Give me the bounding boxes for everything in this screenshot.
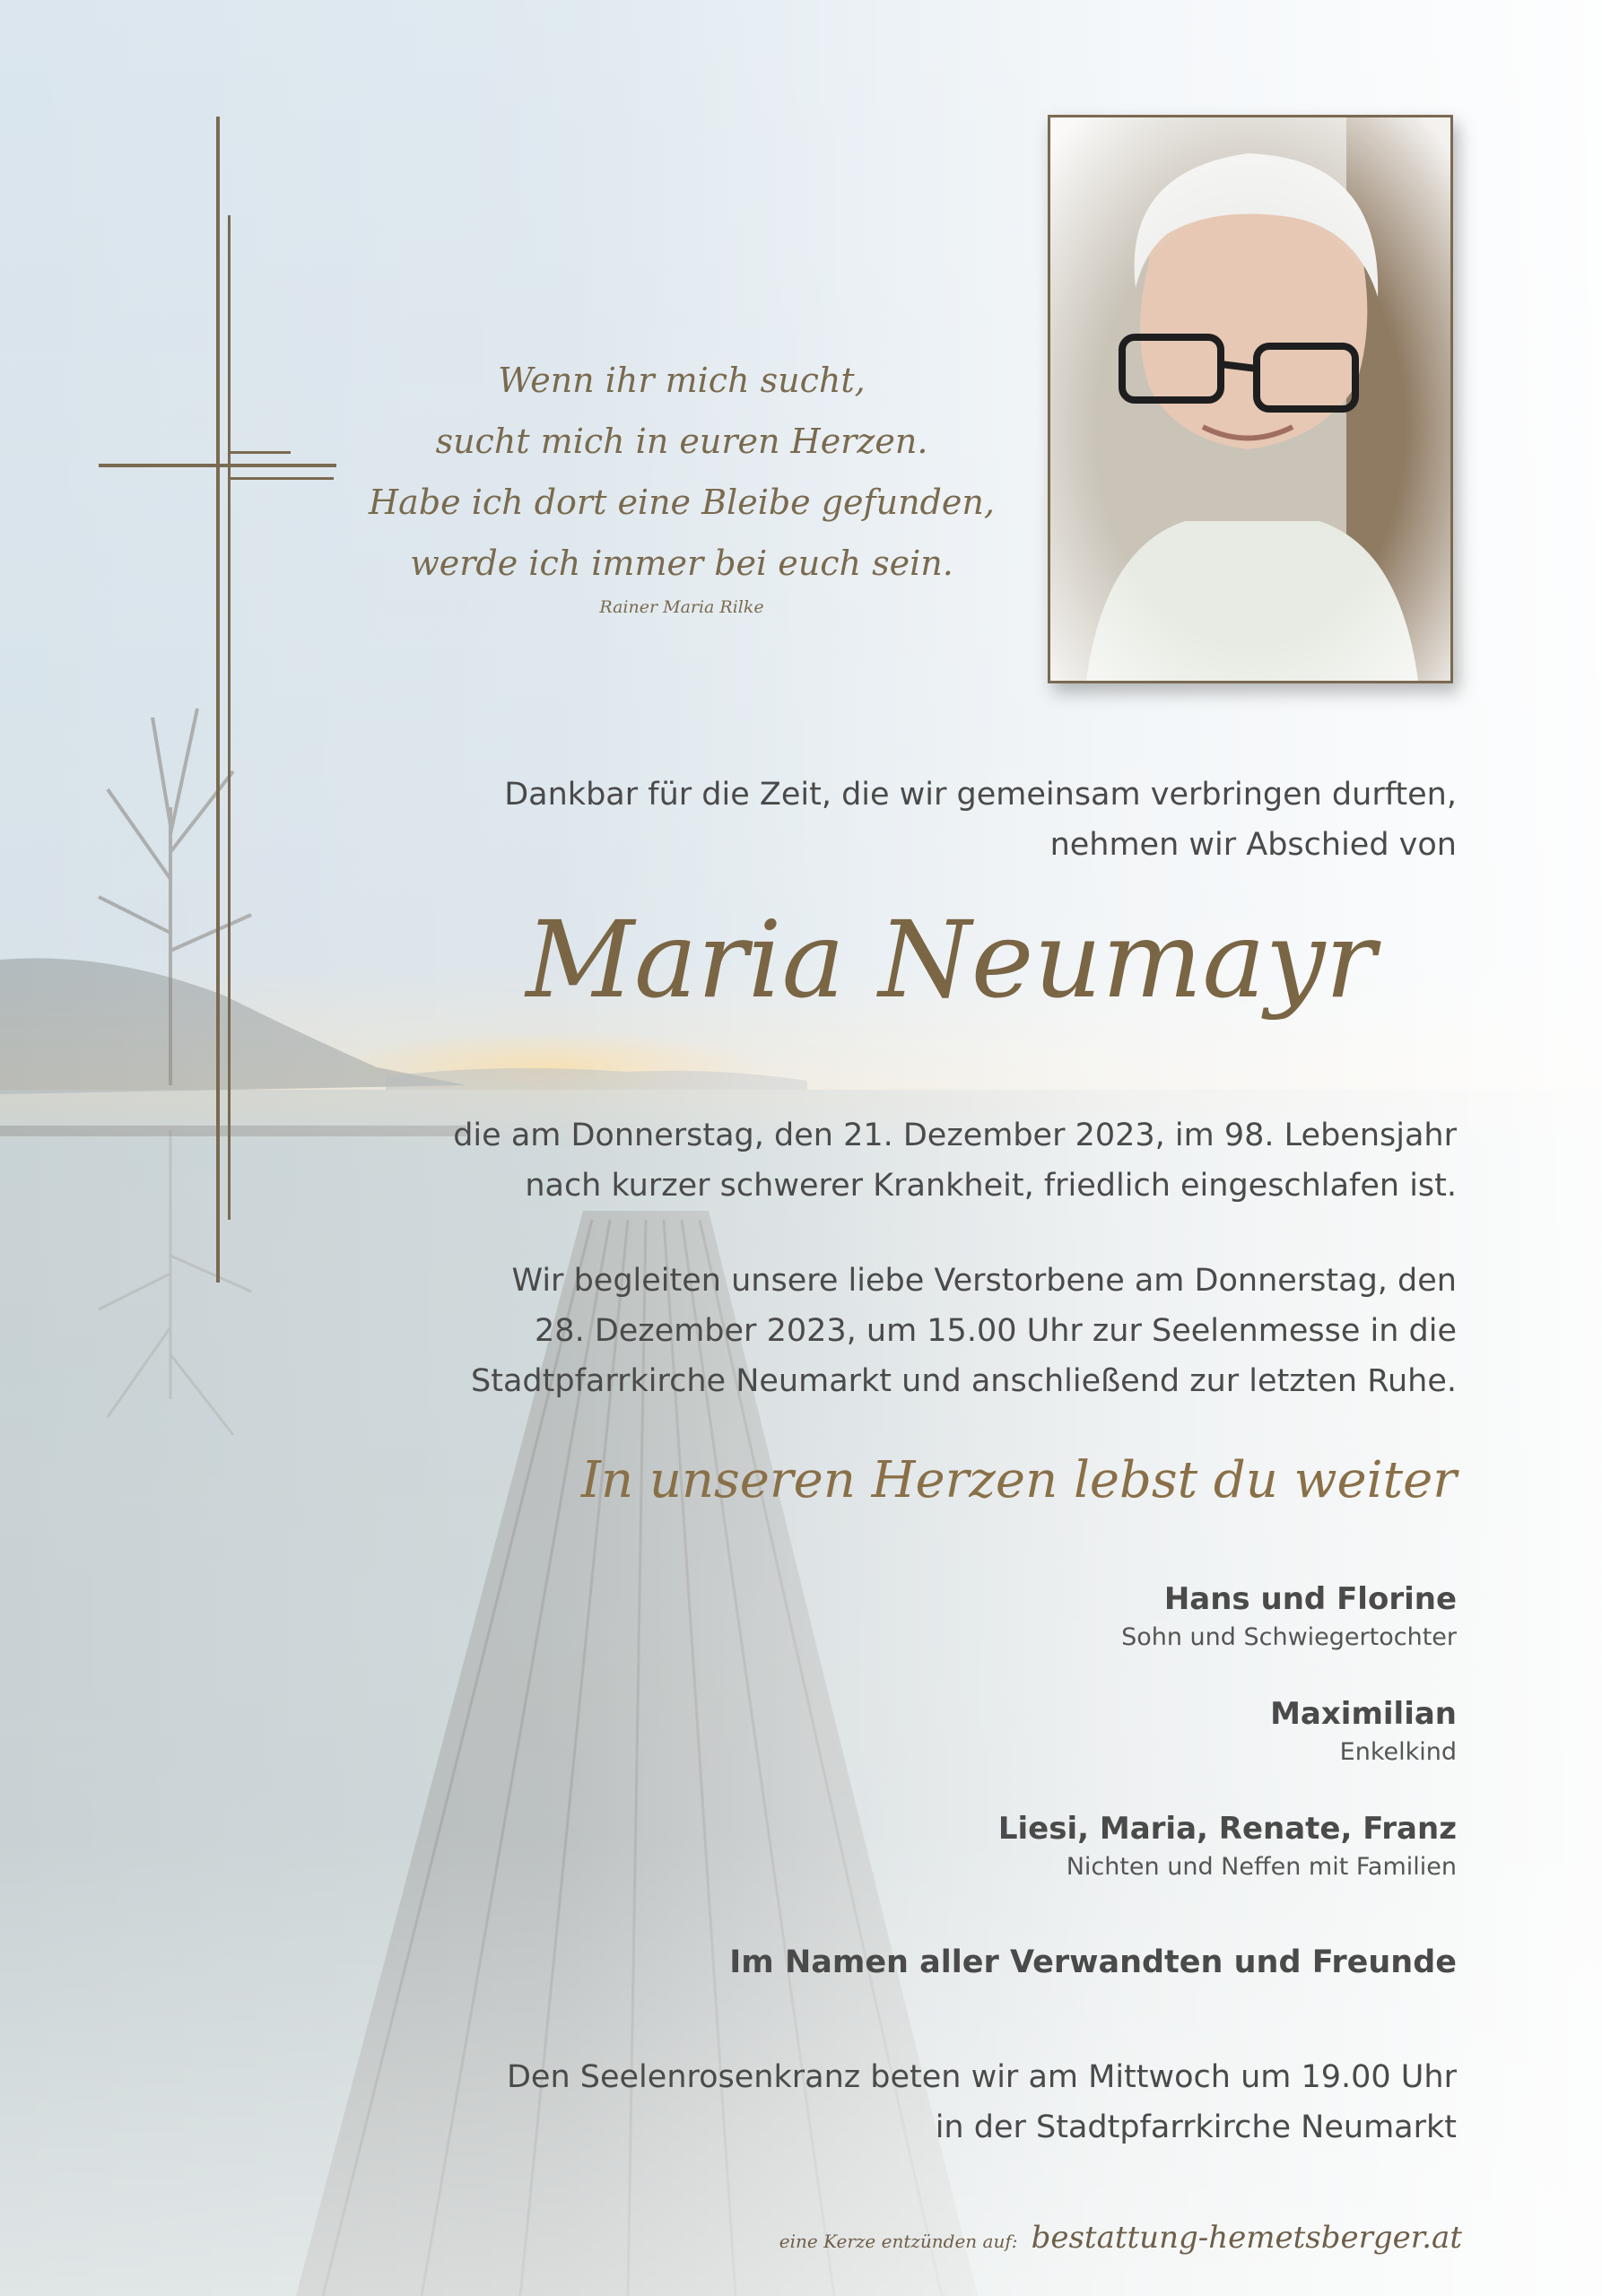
quote-author: Rainer Maria Rilke bbox=[599, 597, 764, 617]
footer-url-link[interactable]: bestattung-hemetsberger.at bbox=[1031, 2220, 1462, 2256]
footer bbox=[779, 2220, 1462, 2256]
closing-line: Im Namen aller Verwandten und Freunde bbox=[729, 1944, 1457, 1980]
rosary-notice bbox=[507, 2052, 1457, 2152]
mourner-relation: Sohn und Schwiegertochter bbox=[1121, 1623, 1457, 1651]
death-line: nach kurzer schwerer Krankheit, friedlich eingeschlafen ist. bbox=[525, 1168, 1457, 1204]
rosary-line: in der Stadtpfarrkirche Neumarkt bbox=[935, 2109, 1457, 2145]
deceased-name: Maria Neumayr bbox=[526, 898, 1376, 1022]
intro-line: nehmen wir Abschied von bbox=[1049, 827, 1457, 863]
quote-line: Habe ich dort eine Bleibe gefunden, bbox=[369, 483, 995, 522]
funeral-line: Stadtpfarrkirche Neumarkt und anschließend zur letzten Ruhe. bbox=[471, 1363, 1457, 1399]
intro-line: Dankbar für die Zeit, die wir gemeinsam verbringen durften, bbox=[504, 777, 1457, 813]
quote-line: sucht mich in euren Herzen. bbox=[435, 422, 928, 461]
mourner-entry bbox=[998, 1808, 1457, 1885]
mourner-name: Hans und Florine bbox=[1163, 1581, 1457, 1617]
rilke-quote bbox=[323, 350, 1040, 622]
mourner-entry bbox=[1270, 1693, 1457, 1770]
death-line: die am Donnerstag, den 21. Dezember 2023, im 98. Lebensjahr bbox=[453, 1118, 1457, 1153]
mourner-name: Maximilian bbox=[1270, 1696, 1457, 1732]
funeral-notice bbox=[471, 1256, 1457, 1406]
funeral-line: 28. Dezember 2023, um 15.00 Uhr zur Seelenmesse in die bbox=[535, 1313, 1457, 1349]
rosary-line: Den Seelenrosenkranz beten wir am Mittwoch um 19.00 Uhr bbox=[506, 2059, 1457, 2095]
mourner-entry bbox=[1121, 1578, 1457, 1656]
mourner-relation: Nichten und Neffen mit Familien bbox=[1066, 1853, 1457, 1881]
death-notice bbox=[453, 1110, 1457, 1211]
mourner-relation: Enkelkind bbox=[1339, 1738, 1457, 1766]
quote-line: Wenn ihr mich sucht, bbox=[498, 361, 866, 400]
intro-text bbox=[504, 770, 1457, 870]
footer-label: eine Kerze entzünden auf: bbox=[779, 2231, 1018, 2252]
portrait-photo bbox=[1048, 115, 1453, 683]
quote-line: werde ich immer bei euch sein. bbox=[410, 544, 953, 583]
motto: In unseren Herzen lebst du weiter bbox=[580, 1451, 1457, 1509]
funeral-line: Wir begleiten unsere liebe Verstorbene am Donnerstag, den bbox=[511, 1263, 1457, 1299]
mourner-name: Liesi, Maria, Renate, Franz bbox=[997, 1811, 1457, 1847]
